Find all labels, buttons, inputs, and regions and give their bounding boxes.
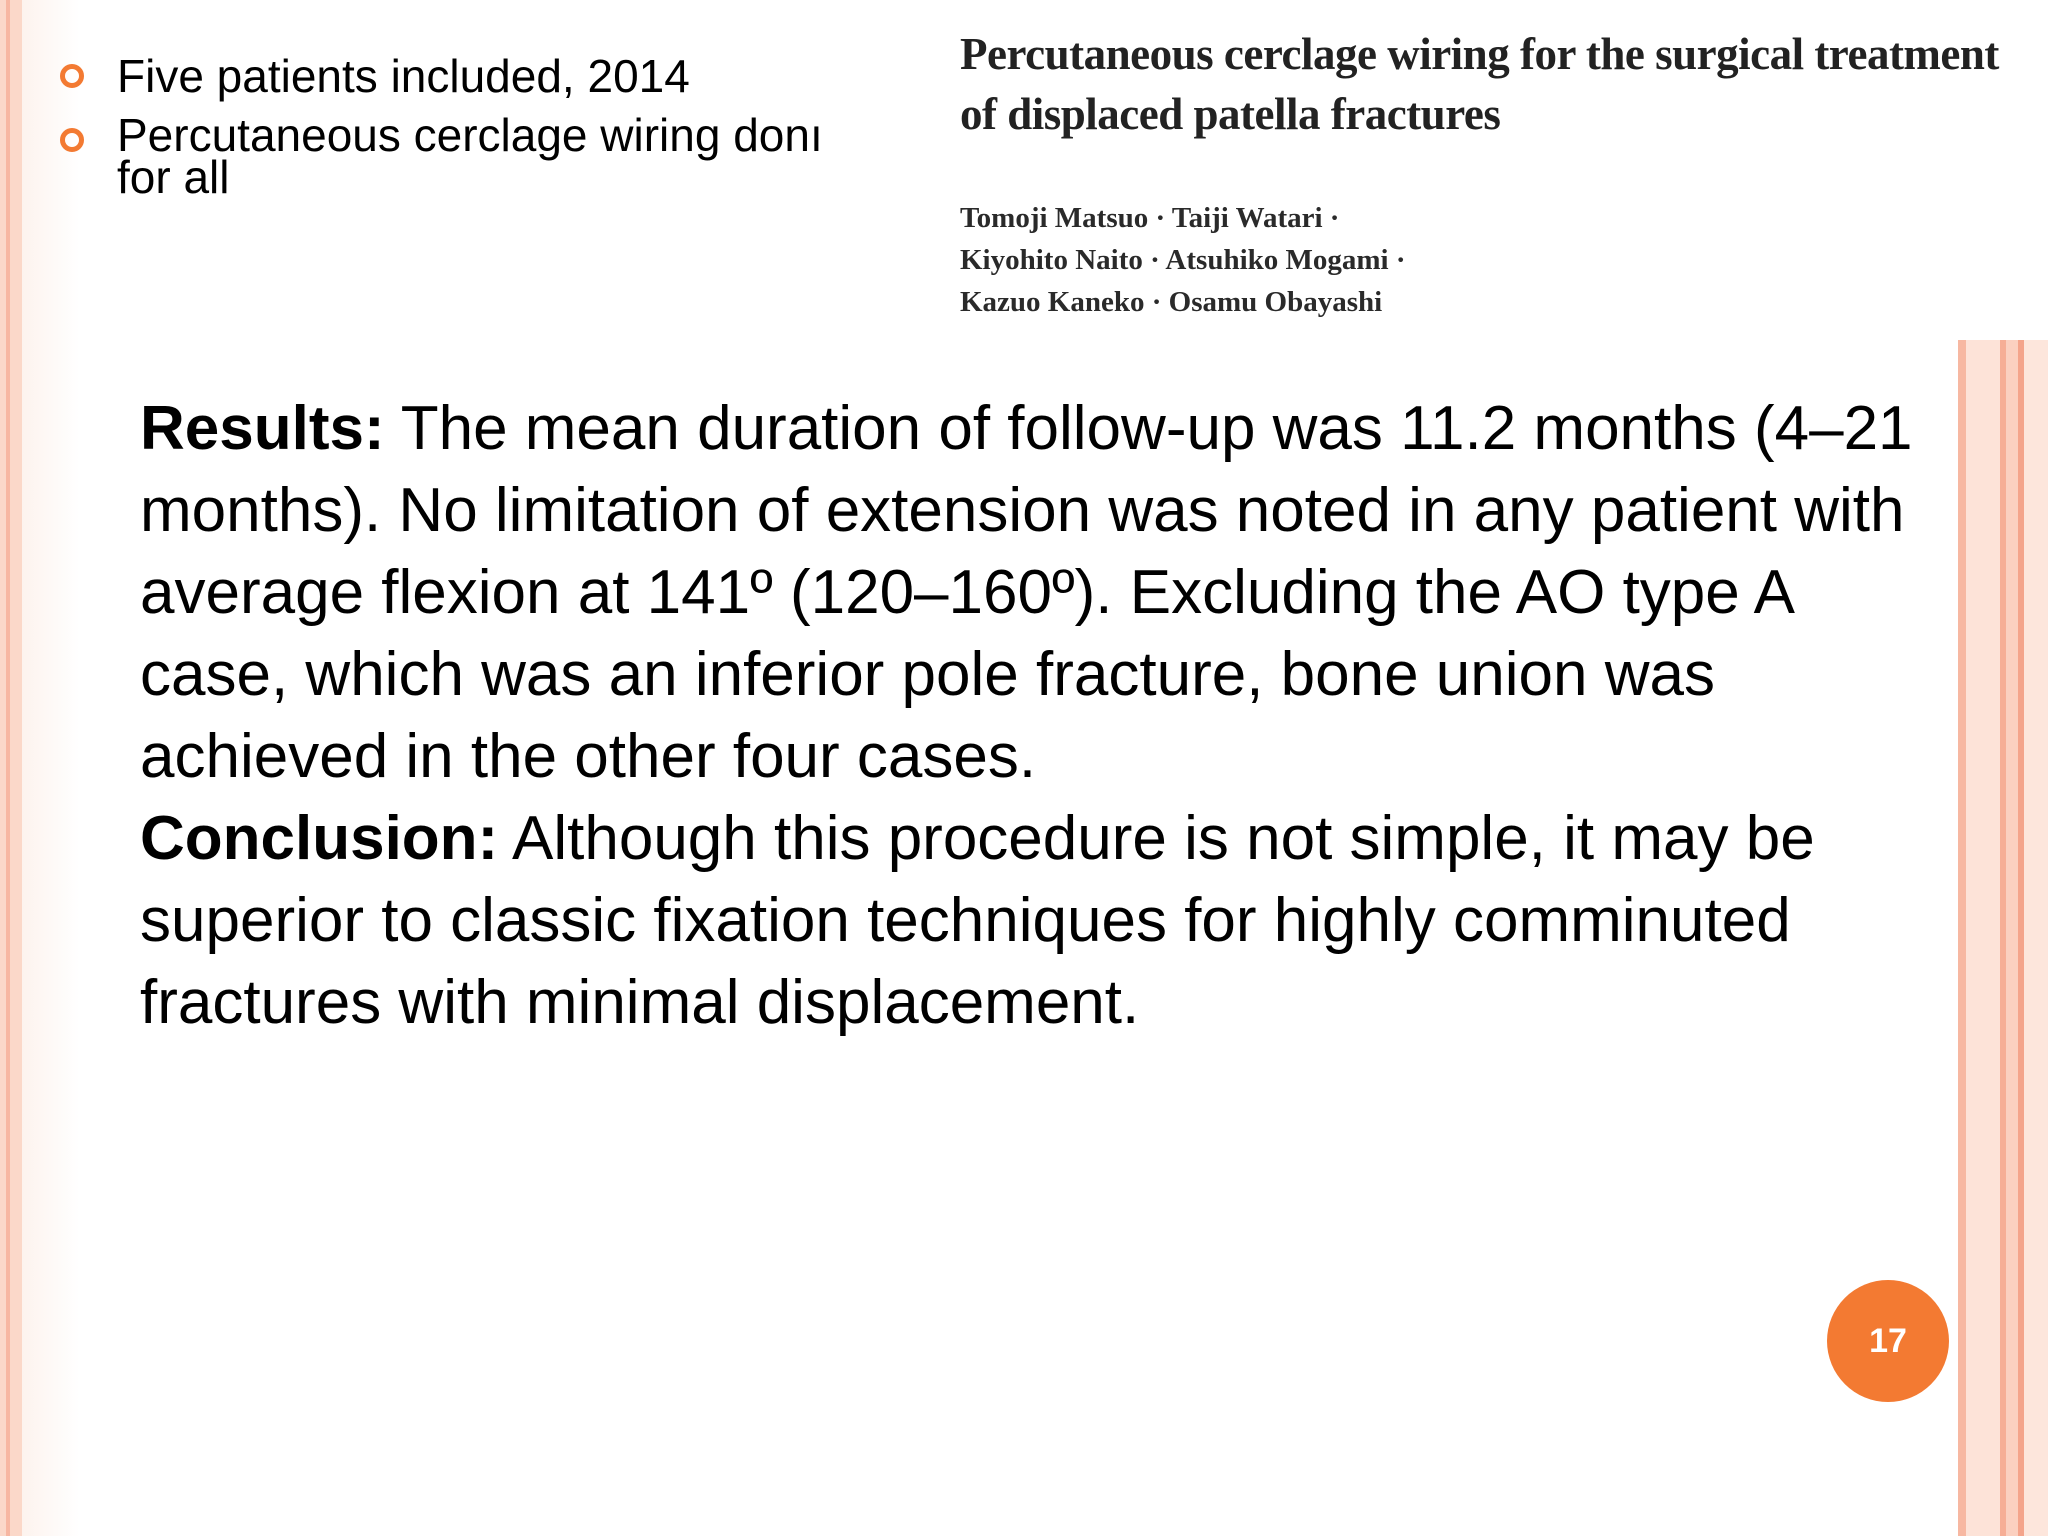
paper-title: Percutaneous cerclage wiring for the surgical treatment of displaced patella fractures — [960, 29, 1999, 139]
bullet-ring-icon — [60, 128, 84, 152]
bullet-text: Percutaneous cerclage wiring donı for all — [117, 109, 823, 203]
bullet-ring-icon — [60, 64, 84, 88]
abstract-text — [140, 388, 1940, 1044]
conclusion-label: Conclusion: — [140, 804, 499, 873]
bullet-list — [60, 50, 960, 215]
bullet-item — [60, 109, 960, 203]
results-paragraph — [140, 388, 1940, 798]
author-line: Kiyohito Naito · Atsuhiko Mogami · — [960, 244, 1406, 276]
bullet-text: Five patients included, 2014 — [117, 50, 690, 102]
left-fade — [22, 0, 80, 1536]
slide-number-badge: 17 — [1827, 1280, 1949, 1402]
conclusion-text: Although this procedure is not simple, it may be superior to classic fixation techniques for highly comminuted fractures with minimal displacement. — [140, 804, 1815, 1037]
paper-header-image — [940, 0, 2048, 340]
paper-authors — [960, 197, 1406, 323]
results-text: The mean duration of follow-up was 11.2 months (4–21 months). No limitation of extension was noted in any patient with average flexion at 141º (120–160º). Excluding the AO type A case, which was an inferior pole fracture, bone union was achieved in the other four cases. — [140, 394, 1913, 791]
conclusion-paragraph — [140, 798, 1940, 1044]
left-decorative-line — [6, 0, 10, 1536]
author-line: Tomoji Matsuo · Taiji Watari · — [960, 202, 1340, 234]
left-decorative-stripe — [0, 0, 22, 1536]
bullet-item — [60, 50, 960, 102]
results-label: Results: — [140, 394, 385, 463]
author-line: Kazuo Kaneko · Osamu Obayashi — [960, 286, 1383, 318]
